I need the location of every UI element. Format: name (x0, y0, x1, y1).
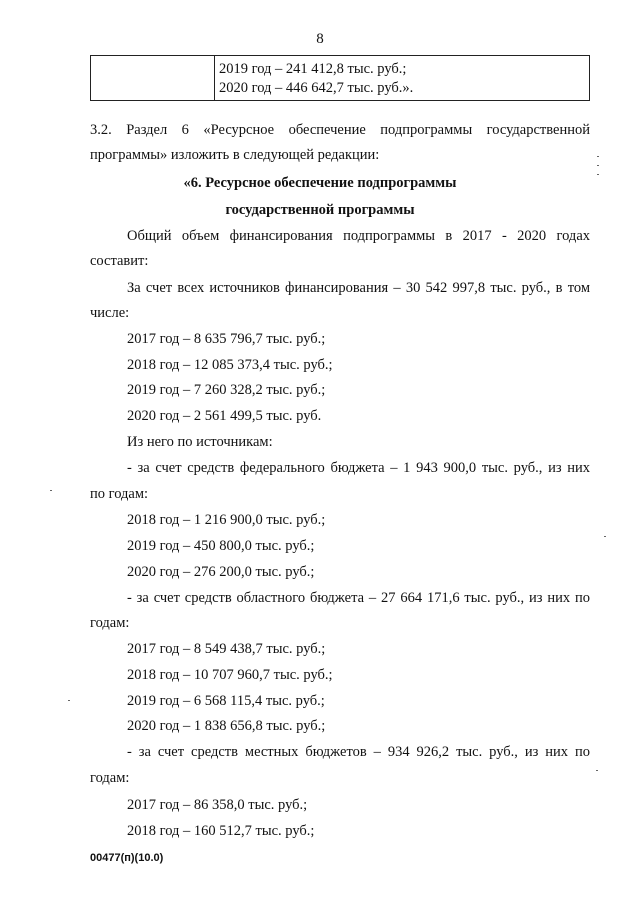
scan-speck (596, 770, 598, 771)
scan-speck (68, 700, 70, 701)
federal-2019: 2019 год – 450 800,0 тыс. руб.; (127, 538, 315, 554)
section-heading-line1: «6. Ресурсное обеспечение подпрограммы (183, 175, 457, 191)
scan-speck (597, 165, 599, 166)
regional-2019: 2019 год – 6 568 115,4 тыс. руб.; (127, 693, 325, 709)
all-sources-2017: 2017 год – 8 635 796,7 тыс. руб.; (127, 331, 326, 347)
by-sources-label: Из него по источникам: (127, 434, 273, 450)
all-sources-2020: 2020 год – 2 561 499,5 тыс. руб. (127, 408, 322, 424)
page-number: 8 (316, 31, 324, 47)
regional-2018: 2018 год – 10 707 960,7 тыс. руб.; (127, 667, 333, 683)
federal-2020: 2020 год – 276 200,0 тыс. руб.; (127, 564, 315, 580)
federal-budget-line1: - за счет средств федерального бюджета – 1 943 900,0 тыс. руб., из них (127, 460, 590, 476)
scan-speck (597, 156, 599, 157)
regional-budget-line1: - за счет средств областного бюджета – 27 664 171,6 тыс. руб., из них по (127, 590, 590, 606)
local-budget-line2: годам: (90, 770, 130, 786)
regional-2017: 2017 год – 8 549 438,7 тыс. руб.; (127, 641, 326, 657)
local-2017: 2017 год – 86 358,0 тыс. руб.; (127, 797, 308, 813)
local-budget-line1: - за счет средств местных бюджетов – 934 926,2 тыс. руб., из них по (127, 744, 590, 760)
federal-2018: 2018 год – 1 216 900,0 тыс. руб.; (127, 512, 326, 528)
document-code-footer: 00477(п)(10.0) (90, 852, 164, 864)
all-sources-2018: 2018 год – 12 085 373,4 тыс. руб.; (127, 357, 333, 373)
local-2018: 2018 год – 160 512,7 тыс. руб.; (127, 823, 315, 839)
regional-2020: 2020 год – 1 838 656,8 тыс. руб.; (127, 718, 326, 734)
intro-paragraph-line2: программы» изложить в следующей редакции: (90, 147, 380, 163)
financing-paragraph-line1: Общий объем финансирования подпрограммы в 2017 - 2020 годах (127, 228, 590, 244)
intro-paragraph-line1: 3.2. Раздел 6 «Ресурсное обеспечение подпрограммы государственной (90, 122, 590, 138)
continuation-table (90, 55, 590, 101)
all-sources-2019: 2019 год – 7 260 328,2 тыс. руб.; (127, 382, 326, 398)
financing-paragraph-line2: составит: (90, 253, 149, 269)
all-sources-line2: числе: (90, 305, 130, 321)
section-heading-line2: государственной программы (225, 202, 415, 218)
table-cell (219, 60, 413, 98)
scan-speck (604, 536, 606, 537)
table-row-2020: 2020 год – 446 642,7 тыс. руб.». (219, 80, 414, 96)
regional-budget-line2: годам: (90, 615, 130, 631)
federal-budget-line2: по годам: (90, 486, 149, 502)
scan-speck (597, 174, 599, 175)
scan-speck (50, 490, 52, 491)
table-column-divider (214, 56, 215, 100)
all-sources-line1: За счет всех источников финансирования – 30 542 997,8 тыс. руб., в том (127, 280, 590, 296)
table-row-2019: 2019 год – 241 412,8 тыс. руб.; (219, 61, 407, 77)
